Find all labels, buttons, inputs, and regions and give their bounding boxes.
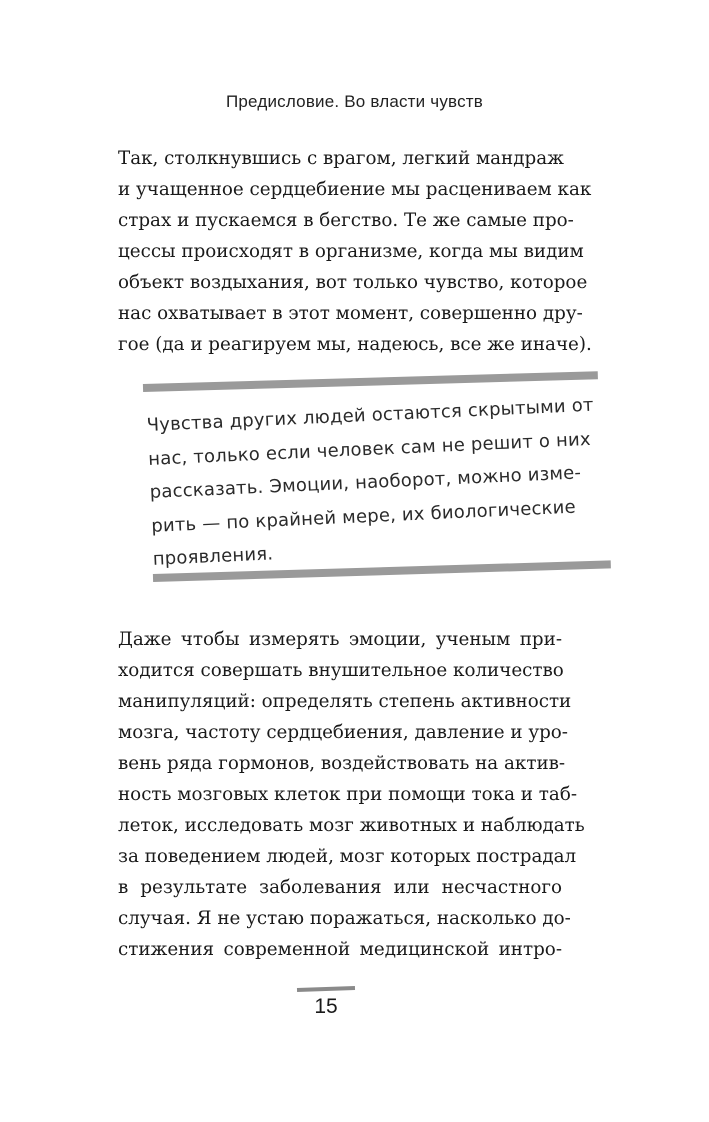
quote-line: нас, только если человек сам не решит о них [147, 428, 592, 470]
quote-line: проявления. [152, 543, 274, 570]
paragraph-line: за поведением людей, мозг которых пострадал [118, 846, 577, 867]
paragraph-line: леток, исследовать мозг животных и наблюдать [118, 815, 585, 836]
paragraph-line: объект воздыхания, вот только чувство, которое [118, 272, 588, 293]
paragraph-line: Так, столкнувшись с врагом, легкий мандраж [118, 148, 564, 169]
paragraph-2 [118, 624, 585, 965]
quote-line: рить — по крайней мере, их биологические [150, 496, 577, 537]
quote-line: рассказать. Эмоции, наоборот, можно изме- [149, 462, 582, 503]
pull-quote-text [146, 388, 613, 576]
paragraph-line: и учащенное сердцебиение мы расцениваем как [118, 179, 592, 200]
paragraph-line: Даже чтобы измерять эмоции, ученым при- [118, 629, 562, 650]
paragraph-line: в результате заболевания или несчастного [118, 877, 562, 898]
quote-line: Чувства других людей остаются скрытыми от [146, 394, 595, 436]
quote-top-bar [143, 371, 598, 392]
paragraph-line: ность мозговых клеток при помощи тока и таб- [118, 784, 578, 805]
paragraph-line: манипуляций: определять степень активности [118, 691, 572, 712]
paragraph-line: ходится совершать внушительное количество [118, 660, 564, 681]
page-number: 15 [314, 995, 338, 1018]
paragraph-line: стижения современной медицинской интро- [118, 939, 562, 960]
page-number-rule [297, 986, 355, 992]
paragraph-line: случая. Я не устаю поражаться, насколько до- [118, 908, 571, 929]
paragraph-line: гое (да и реагируем мы, надеюсь, все же иначе). [118, 334, 592, 355]
paragraph-line: вень ряда гормонов, воздействовать на актив- [118, 753, 566, 774]
paragraph-1 [118, 143, 592, 360]
running-header: Предисловие. Во власти чувств [225, 92, 483, 111]
paragraph-line: нас охватывает в этот момент, совершенно дру- [118, 303, 583, 324]
paragraph-line: мозга, частоту сердцебиения, давление и уро- [118, 722, 568, 743]
paragraph-line: страх и пускаемся в бегство. Те же самые про- [118, 210, 574, 231]
paragraph-line: цессы происходят в организме, когда мы видим [118, 241, 584, 262]
pull-quote [140, 366, 610, 598]
